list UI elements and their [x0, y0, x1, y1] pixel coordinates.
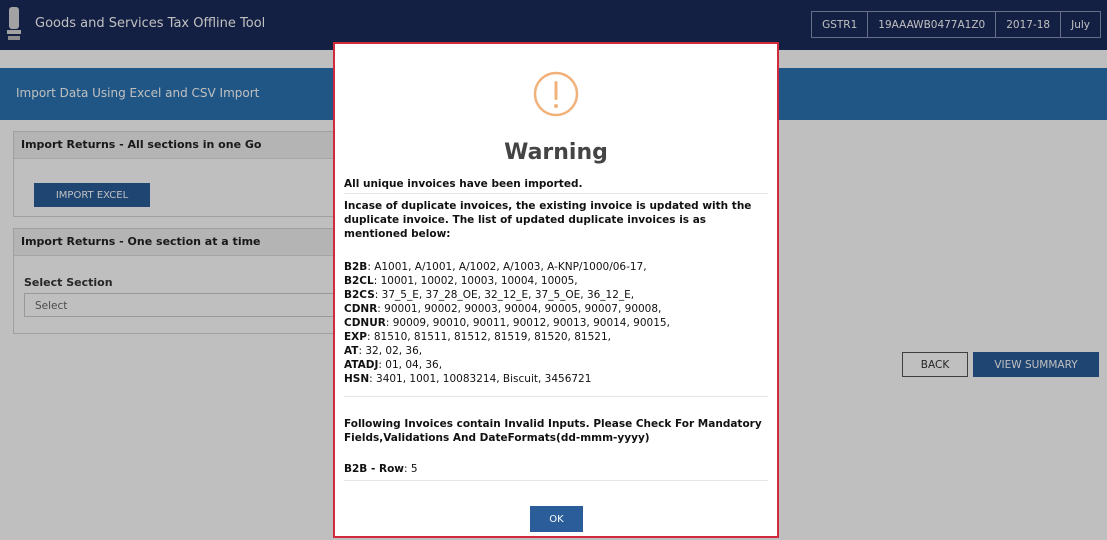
list-item-key: AT: [344, 345, 359, 357]
return-type-chip: GSTR1: [811, 11, 868, 38]
list-item: [344, 344, 768, 358]
list-item: [344, 274, 768, 288]
import-all-heading: Import Returns - All sections in one Go: [14, 132, 344, 159]
app-title: Goods and Services Tax Offline Tool: [35, 16, 266, 31]
divider: [344, 193, 768, 194]
list-item-value: : 10001, 10002, 10003, 10004, 10005,: [373, 275, 578, 287]
list-item: [344, 316, 768, 330]
list-item-key: EXP: [344, 331, 367, 343]
invalid-row-key: B2B - Row: [344, 463, 404, 475]
list-item-value: : 01, 04, 36,: [378, 359, 443, 371]
import-excel-button[interactable]: IMPORT EXCEL: [34, 183, 150, 207]
dialog-title: Warning: [504, 140, 608, 165]
invalid-row-item: [344, 462, 768, 476]
month-chip: July: [1061, 11, 1101, 38]
list-item-key: CDNR: [344, 303, 378, 315]
unique-invoices-message: All unique invoices have been imported.: [344, 178, 583, 190]
invalid-row-value: : 5: [403, 463, 418, 475]
divider: [344, 396, 768, 397]
list-item-key: ATADJ: [344, 359, 379, 371]
list-item-value: : 32, 02, 36,: [358, 345, 423, 357]
list-item: [344, 288, 768, 302]
list-item-value: : 81510, 81511, 81512, 81519, 81520, 81521,: [366, 331, 611, 343]
list-item-key: CDNUR: [344, 317, 386, 329]
import-one-heading: Import Returns - One section at a time: [14, 229, 344, 256]
list-item-key: B2B: [344, 261, 368, 273]
warning-dialog: [333, 42, 779, 538]
gstin-chip: 19AAAWB0477A1Z0: [868, 11, 996, 38]
select-section-dropdown[interactable]: Select: [24, 293, 334, 317]
list-item-key: HSN: [344, 373, 370, 385]
page-title: Import Data Using Excel and CSV Import: [16, 86, 260, 100]
list-item-value: : 3401, 1001, 10083214, Biscuit, 3456721: [369, 373, 592, 385]
list-item-key: B2CS: [344, 289, 375, 301]
invalid-inputs-message: Following Invoices contain Invalid Inputs. Please Check For Mandatory Fields,Validations And DateFormats(dd-mmm-yyyy): [344, 418, 762, 444]
select-section-label: Select Section: [24, 276, 113, 289]
list-item: [344, 302, 768, 316]
list-item-key: B2CL: [344, 275, 374, 287]
exclamation-circle-icon: [532, 70, 580, 118]
view-summary-button[interactable]: VIEW SUMMARY: [973, 352, 1099, 377]
list-item: [344, 372, 768, 386]
list-item-value: : 90009, 90010, 90011, 90012, 90013, 90014, 90015,: [385, 317, 670, 329]
divider: [344, 480, 768, 481]
list-item: [344, 330, 768, 344]
ok-button[interactable]: OK: [530, 506, 583, 532]
back-button[interactable]: BACK: [902, 352, 968, 377]
duplicate-invoices-message: Incase of duplicate invoices, the existing invoice is updated with the duplicate invoice. The list of updated duplicate invoices is as mentioned below:: [344, 200, 752, 240]
financial-year-chip: 2017-18: [996, 11, 1061, 38]
list-item: [344, 260, 768, 274]
list-item: [344, 358, 768, 372]
list-item-value: : 37_5_E, 37_28_OE, 32_12_E, 37_5_OE, 36_12_E,: [374, 289, 635, 301]
list-item-value: : 90001, 90002, 90003, 90004, 90005, 90007, 90008,: [377, 303, 662, 315]
list-item-value: : A1001, A/1001, A/1002, A/1003, A-KNP/1000/06-17,: [367, 261, 647, 273]
duplicate-invoice-list: [344, 260, 768, 386]
